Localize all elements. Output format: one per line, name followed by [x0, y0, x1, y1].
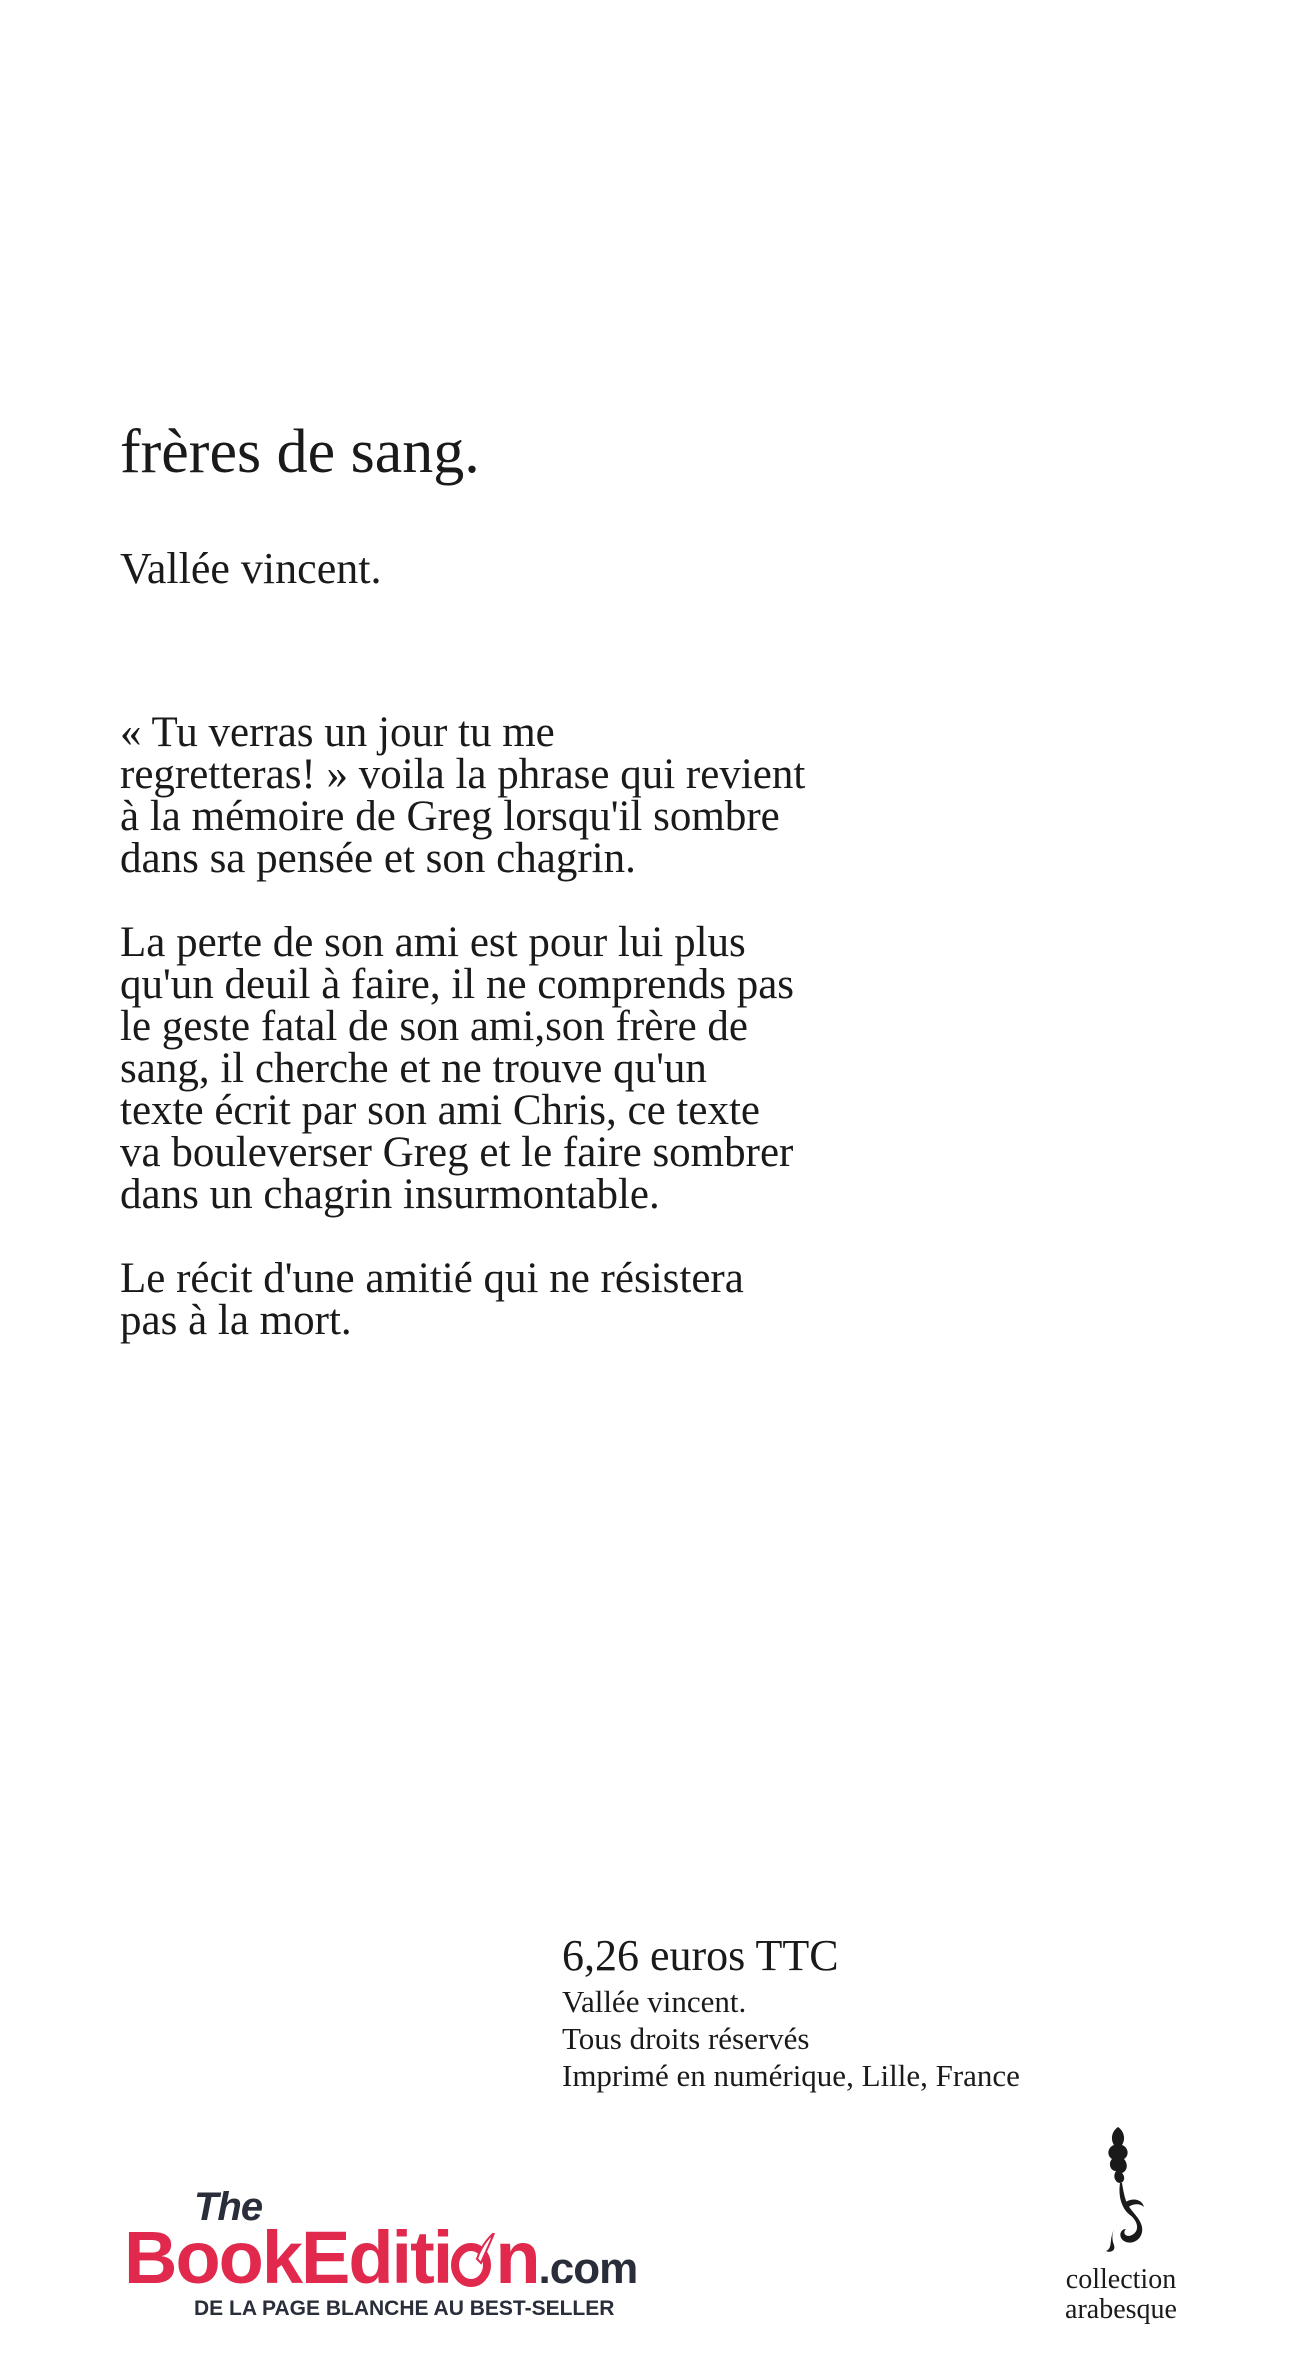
blurb-paragraph-1 — [120, 709, 1020, 882]
logo-the: The — [194, 2185, 263, 2229]
logo-tagline: DE LA PAGE BLANCHE AU BEST-SELLER — [194, 2297, 615, 2320]
price: 6,26 euros TTC — [562, 1931, 839, 1980]
arabesque-ornament-icon — [1070, 2125, 1170, 2255]
blurb-line: « Tu verras un jour tu me regretteras! » voila la phrase qui revient à la mémoire de Greg lorsqu'il sombre dans sa pensée et son chagrin. — [120, 709, 806, 882]
printing-notice: Imprimé en numérique, Lille, France — [562, 2058, 1020, 2094]
logo-name-part-b: n — [495, 2216, 539, 2299]
colophon-author: Vallée vincent. — [562, 1984, 747, 2020]
collection-label — [1036, 2265, 1206, 2325]
rights-notice: Tous droits réservés — [562, 2021, 810, 2057]
collection-arabesque — [1036, 2125, 1206, 2335]
blurb-paragraph-3 — [120, 1255, 1020, 1344]
bookedition-logo — [124, 2185, 724, 2325]
book-title: frères de sang. — [120, 418, 480, 486]
collection-label-line-2: arabesque — [1065, 2294, 1177, 2325]
blurb-paragraph-2 — [120, 919, 1020, 1218]
book-author: Vallée vincent. — [120, 544, 382, 593]
logo-domain: .com — [538, 2244, 638, 2293]
colophon — [562, 1933, 1020, 2094]
collection-label-line-1: collection — [1065, 2264, 1177, 2295]
logo-name-part-a: BookEditi — [124, 2216, 452, 2299]
quill-o-icon — [451, 2233, 495, 2289]
blurb-line: La perte de son ami est pour lui plus qu'un deuil à faire, il ne comprends pas le geste fatal de son ami,son frère de sang, il cherche et ne trouve qu'un texte écrit par son ami Chris, ce texte va bouleverser Greg et le faire sombrer dans un chagrin insurmontable. — [120, 919, 795, 1218]
blurb — [120, 709, 1020, 1384]
blurb-line: Le récit d'une amitié qui ne résistera pas à la mort. — [120, 1255, 744, 1344]
logo-wordmark — [124, 2215, 637, 2300]
